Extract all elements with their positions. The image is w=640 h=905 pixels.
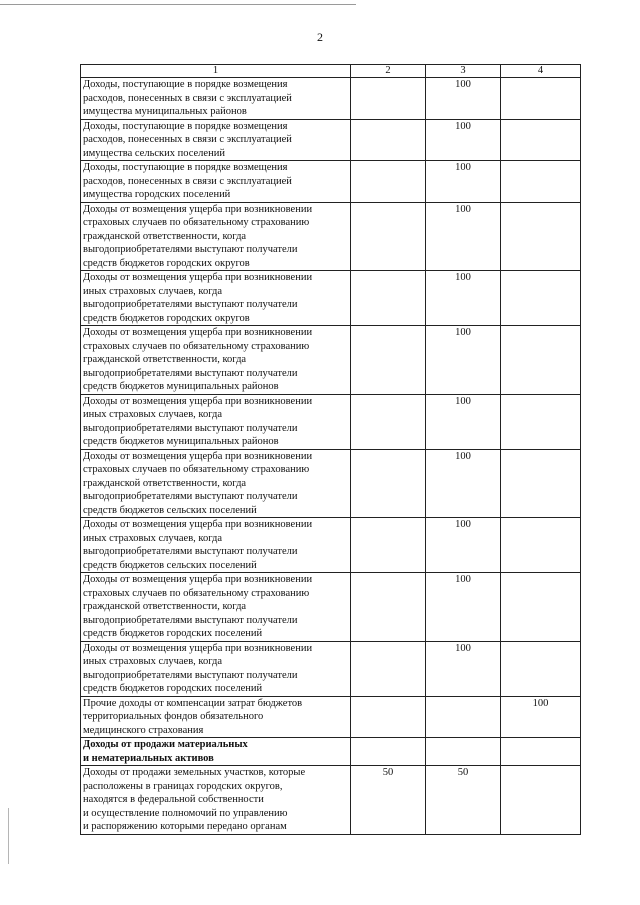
row-value-col3: 100	[426, 641, 501, 696]
row-value-col4	[501, 326, 581, 395]
row-value-col3: 100	[426, 394, 501, 449]
table-row	[81, 271, 581, 326]
revenue-table	[80, 64, 581, 835]
table-row	[81, 119, 581, 161]
table-row	[81, 641, 581, 696]
row-description: Доходы от возмещения ущерба при возникновении иных страховых случаев, когда выгодоприобретателями выступают получатели средств бюджетов сельских поселений	[81, 518, 351, 573]
row-description: Доходы от возмещения ущерба при возникновении иных страховых случаев, когда выгодоприобретателями выступают получатели средств бюджетов муниципальных районов	[81, 394, 351, 449]
row-value-col3: 100	[426, 119, 501, 161]
row-description: Доходы от возмещения ущерба при возникновении страховых случаев по обязательному страхованию гражданской ответственности, когда выгодоприобретателями выступают получатели средств бюджетов сельских поселений	[81, 449, 351, 518]
row-value-col4	[501, 573, 581, 642]
table-row	[81, 696, 581, 738]
row-value-col2	[351, 449, 426, 518]
row-value-col3: 100	[426, 161, 501, 203]
row-value-col4	[501, 161, 581, 203]
table-row	[81, 161, 581, 203]
column-header-1: 1	[81, 65, 351, 78]
table-row	[81, 394, 581, 449]
row-value-col4	[501, 78, 581, 120]
row-value-col2	[351, 78, 426, 120]
row-value-col4	[501, 449, 581, 518]
row-value-col3: 50	[426, 766, 501, 835]
row-value-col3: 100	[426, 271, 501, 326]
row-value-col2	[351, 119, 426, 161]
row-value-col2	[351, 326, 426, 395]
row-description: Доходы от продажи земельных участков, которые расположены в границах городских округов, находятся в федеральной собственности и осуществление полномочий по управлению и распоряжению которыми передано органам	[81, 766, 351, 835]
row-value-col3: 100	[426, 449, 501, 518]
row-description: Доходы, поступающие в порядке возмещения расходов, понесенных в связи с эксплуатацией имущества сельских поселений	[81, 119, 351, 161]
row-value-col4: 100	[501, 696, 581, 738]
table-row	[81, 202, 581, 271]
row-value-col2	[351, 161, 426, 203]
row-value-col3	[426, 696, 501, 738]
row-description: Доходы, поступающие в порядке возмещения расходов, понесенных в связи с эксплуатацией имущества городских поселений	[81, 161, 351, 203]
column-header-3: 3	[426, 65, 501, 78]
column-header-2: 2	[351, 65, 426, 78]
row-value-col2	[351, 394, 426, 449]
row-value-col4	[501, 738, 581, 766]
row-description: Доходы от возмещения ущерба при возникновении страховых случаев по обязательному страхованию гражданской ответственности, когда выгодоприобретателями выступают получатели средств бюджетов городских поселений	[81, 573, 351, 642]
row-value-col2	[351, 202, 426, 271]
row-value-col4	[501, 641, 581, 696]
row-value-col4	[501, 119, 581, 161]
row-value-col4	[501, 394, 581, 449]
table-row	[81, 766, 581, 835]
table-row	[81, 518, 581, 573]
row-description: Доходы от возмещения ущерба при возникновении страховых случаев по обязательному страхованию гражданской ответственности, когда выгодоприобретателями выступают получатели средств бюджетов муниципальных районов	[81, 326, 351, 395]
scan-margin-mark	[8, 808, 9, 864]
table-header-row	[81, 65, 581, 78]
row-description: Доходы от возмещения ущерба при возникновении иных страховых случаев, когда выгодоприобретателями выступают получатели средств бюджетов городских округов	[81, 271, 351, 326]
row-value-col2	[351, 696, 426, 738]
row-value-col4	[501, 202, 581, 271]
row-description: Доходы, поступающие в порядке возмещения расходов, понесенных в связи с эксплуатацией имущества муниципальных районов	[81, 78, 351, 120]
row-value-col3: 100	[426, 518, 501, 573]
row-description: Прочие доходы от компенсации затрат бюджетов территориальных фондов обязательного медицинского страхования	[81, 696, 351, 738]
table-row	[81, 738, 581, 766]
row-value-col2	[351, 641, 426, 696]
page-number: 2	[317, 30, 323, 44]
row-value-col2	[351, 271, 426, 326]
row-value-col3: 100	[426, 202, 501, 271]
row-value-col2	[351, 738, 426, 766]
row-value-col3	[426, 738, 501, 766]
table-row	[81, 326, 581, 395]
table-row	[81, 78, 581, 120]
table-row	[81, 573, 581, 642]
row-value-col2	[351, 518, 426, 573]
column-header-4: 4	[501, 65, 581, 78]
row-description: Доходы от возмещения ущерба при возникновении страховых случаев по обязательному страхованию гражданской ответственности, когда выгодоприобретателями выступают получатели средств бюджетов городских округов	[81, 202, 351, 271]
row-value-col4	[501, 518, 581, 573]
row-description: Доходы от возмещения ущерба при возникновении иных страховых случаев, когда выгодоприобретателями выступают получатели средств бюджетов городских поселений	[81, 641, 351, 696]
row-value-col4	[501, 271, 581, 326]
row-value-col3: 100	[426, 573, 501, 642]
top-rule	[0, 4, 356, 5]
table-row	[81, 449, 581, 518]
row-value-col2: 50	[351, 766, 426, 835]
row-value-col3: 100	[426, 78, 501, 120]
row-description: Доходы от продажи материальных и нематериальных активов	[81, 738, 351, 766]
row-value-col4	[501, 766, 581, 835]
row-value-col3: 100	[426, 326, 501, 395]
row-value-col2	[351, 573, 426, 642]
